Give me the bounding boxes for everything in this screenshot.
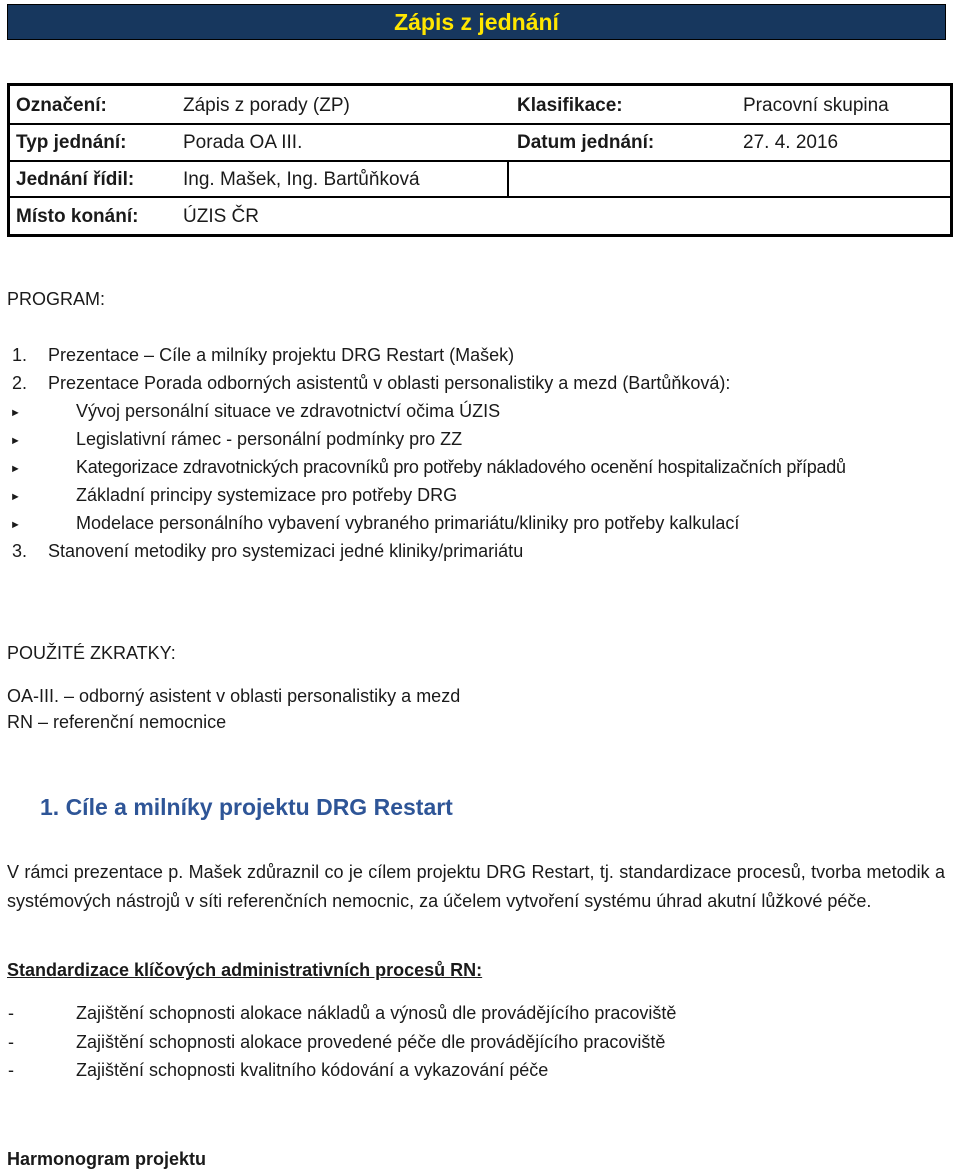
- klasifikace-value: Pracovní skupina: [743, 95, 889, 116]
- program-subitem: Základní principy systemizace pro potřeby DRG: [76, 485, 458, 505]
- program-subitem: Modelace personálního vybavení vybraného primariátu/kliniky pro potřeby kalkulací: [76, 513, 740, 533]
- dash-list-item: Zajištění schopnosti alokace nákladů a výnosů dle provádějícího pracoviště: [76, 1003, 677, 1023]
- program-item-number: 3.: [12, 541, 28, 561]
- program-item-number: 2.: [12, 373, 28, 393]
- misto-label: Místo konání:: [16, 206, 139, 227]
- triangle-bullet-icon: ►: [10, 435, 21, 447]
- misto-value: ÚZIS ČR: [183, 206, 259, 227]
- info-row-typ: [10, 125, 950, 161]
- klasifikace-label: Klasifikace:: [517, 95, 623, 116]
- abbreviation-item: OA-III. – odborný asistent v oblasti personalistiky a mezd: [7, 686, 461, 706]
- standardization-heading: Standardizace klíčových administrativních procesů RN:: [7, 960, 483, 980]
- table-cell-divider: [507, 162, 509, 197]
- datum-value: 27. 4. 2016: [743, 132, 839, 153]
- ridil-value: Ing. Mašek, Ing. Bartůňková: [183, 169, 420, 190]
- typ-value: Porada OA III.: [183, 132, 303, 153]
- abbreviation-item: RN – referenční nemocnice: [7, 712, 227, 732]
- oznaceni-label: Označení:: [16, 95, 107, 116]
- program-subitem: Legislativní rámec - personální podmínky pro ZZ: [76, 429, 463, 449]
- triangle-bullet-icon: ►: [10, 519, 21, 531]
- ridil-label: Jednání řídil:: [16, 169, 135, 190]
- triangle-bullet-icon: ►: [10, 491, 21, 503]
- section-paragraph: V rámci prezentace p. Mašek zdůraznil co je cílem projektu DRG Restart, tj. standardizace procesů, tvorba metodik a systémových nástrojů v síti referenčních nemocnic, za účelem vytvoření systému úhrad akutní lůžkové péče.: [7, 862, 945, 911]
- section-heading: 1. Cíle a milníky projektu DRG Restart: [40, 794, 453, 820]
- triangle-bullet-icon: ►: [10, 407, 21, 419]
- program-item-text: Stanovení metodiky pro systemizaci jedné kliniky/primariátu: [48, 541, 524, 561]
- dash-bullet-icon: -: [8, 1060, 14, 1080]
- title-bar: [7, 4, 946, 40]
- oznaceni-value: Zápis z porady (ZP): [183, 95, 350, 116]
- dash-list-item: Zajištění schopnosti alokace provedené péče dle provádějícího pracoviště: [76, 1032, 666, 1052]
- program-subitem: Kategorizace zdravotnických pracovníků pro potřeby nákladového ocenění hospitalizačních případů: [76, 457, 846, 477]
- program-heading: PROGRAM:: [7, 289, 106, 309]
- info-row-oznaceni: [10, 88, 950, 124]
- program-item-text: Prezentace – Cíle a milníky projektu DRG Restart (Mašek): [48, 345, 515, 365]
- typ-label: Typ jednání:: [16, 132, 127, 153]
- info-row-misto: [10, 199, 950, 235]
- harmonogram-heading: Harmonogram projektu: [7, 1149, 207, 1169]
- dash-bullet-icon: -: [8, 1003, 14, 1023]
- document-title: Zápis z jednání: [394, 8, 559, 35]
- dash-list-item: Zajištění schopnosti kvalitního kódování a vykazování péče: [76, 1060, 549, 1080]
- meeting-info-table: [7, 83, 953, 237]
- dash-bullet-icon: -: [8, 1032, 14, 1052]
- table-divider: [10, 196, 950, 198]
- program-item-text: Prezentace Porada odborných asistentů v oblasti personalistiky a mezd (Bartůňková):: [48, 373, 731, 393]
- info-row-ridil: [10, 162, 950, 198]
- program-subitem: Vývoj personální situace ve zdravotnictví očima ÚZIS: [76, 401, 501, 421]
- triangle-bullet-icon: ►: [10, 463, 21, 475]
- program-item-number: 1.: [12, 345, 28, 365]
- abbreviations-heading: POUŽITÉ ZKRATKY:: [7, 643, 176, 663]
- datum-label: Datum jednání:: [517, 132, 655, 153]
